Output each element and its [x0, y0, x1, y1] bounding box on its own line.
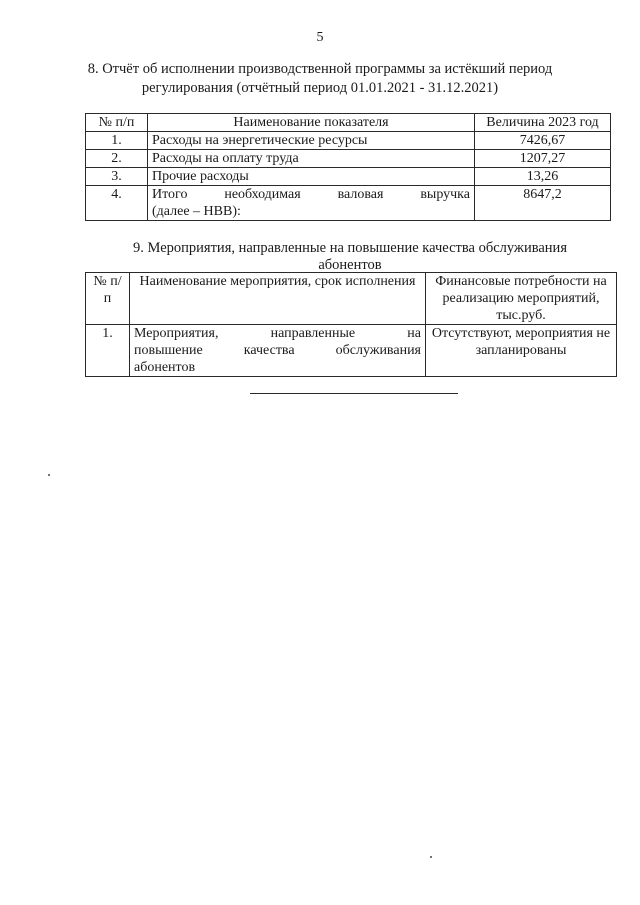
- header-indicator-name: Наименование показателя: [148, 114, 475, 132]
- row-indicator-name-line2: (далее – НВВ):: [152, 204, 241, 219]
- row-indicator-name: [148, 186, 475, 221]
- row-value: 7426,67: [475, 132, 611, 150]
- section-8-title: 8. Отчёт об исполнении производственной программы за истёкший период регулирования (отчётный период 01.01.2021 - 31.12.2021): [87, 61, 553, 96]
- table-row: [86, 325, 617, 377]
- table-row: [86, 150, 611, 168]
- header-number: № п/п: [86, 273, 130, 325]
- measures-table: [85, 272, 617, 377]
- row-indicator-name: Прочие расходы: [148, 168, 475, 186]
- row-value: 1207,27: [475, 150, 611, 168]
- row-number: 4.: [86, 186, 148, 221]
- table-row: [86, 186, 611, 221]
- closing-rule: [250, 393, 458, 394]
- header-measure-name: Наименование мероприятия, срок исполнения: [130, 273, 426, 325]
- row-number: 1.: [86, 132, 148, 150]
- row-measure-name-line2: повышение качества обслуживания: [134, 343, 421, 358]
- section-9-title: 9. Мероприятия, направленные на повышение качества обслуживания абонентов: [133, 240, 567, 273]
- row-number: 1.: [86, 325, 130, 377]
- scan-speck: [48, 474, 50, 476]
- table-row: [86, 132, 611, 150]
- table-row: [86, 168, 611, 186]
- scan-speck: [430, 856, 432, 858]
- row-indicator-name-line1: Итого необходимая валовая выручка: [152, 187, 470, 202]
- header-number: № п/п: [86, 114, 148, 132]
- row-value: 13,26: [475, 168, 611, 186]
- row-measure-name: [130, 325, 426, 377]
- row-number: 2.: [86, 150, 148, 168]
- row-value: 8647,2: [475, 186, 611, 221]
- header-finance: Финансовые потребности на реализацию мероприятий, тыс.руб.: [426, 273, 617, 325]
- row-indicator-name: Расходы на энергетические ресурсы: [148, 132, 475, 150]
- row-indicator-name: Расходы на оплату труда: [148, 150, 475, 168]
- row-finance: Отсутствуют, мероприятия не запланированы: [426, 325, 617, 377]
- table-header-row: [86, 273, 617, 325]
- table-header-row: [86, 114, 611, 132]
- production-program-table: [85, 113, 611, 221]
- row-number: 3.: [86, 168, 148, 186]
- page-number: 5: [316, 30, 324, 45]
- row-measure-name-line3: абонентов: [134, 360, 196, 375]
- header-value: Величина 2023 год: [475, 114, 611, 132]
- row-measure-name-line1: Мероприятия, направленные на: [134, 326, 421, 341]
